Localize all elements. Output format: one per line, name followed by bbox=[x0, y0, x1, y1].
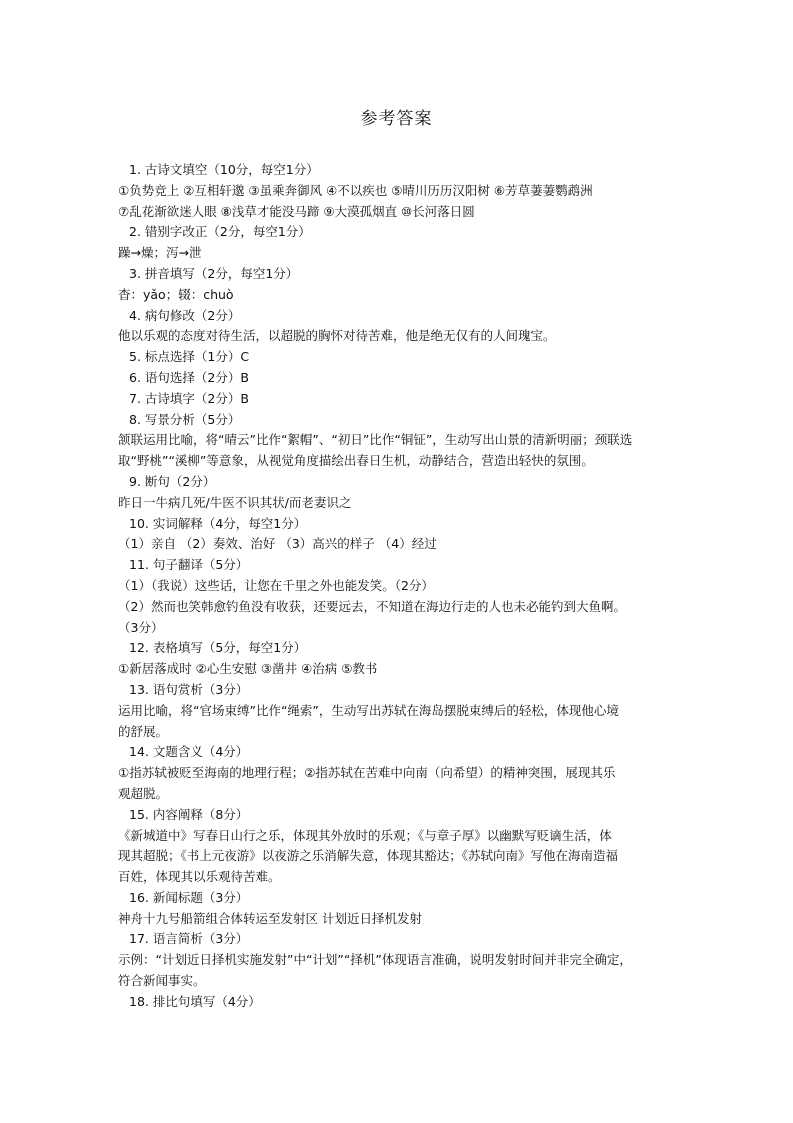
answer-line: ①负势竞上 ②互相轩邈 ③虽乘奔御风 ④不以疾也 ⑤晴川历历汉阳树 ⑥芳草萋萋鹦鹉洲 bbox=[118, 182, 593, 198]
page-title: 参考答案 bbox=[360, 109, 433, 129]
question-heading: 14. 文题含义（4分） bbox=[129, 744, 249, 760]
question-heading: 16. 新闻标题（3分） bbox=[129, 889, 249, 905]
answer-line: 现其超脱；《书上元夜游》以夜游之乐消解失意，体现其豁达；《苏轼向南》写他在海南造福 bbox=[118, 848, 619, 864]
answer-line: ①新居落成时 ②心生安慰 ③凿井 ④治病 ⑤教书 bbox=[118, 661, 378, 677]
question-heading: 8. 写景分析（5分） bbox=[129, 411, 241, 427]
answer-line: （2）然而也笑韩愈钓鱼没有收获，还要远去，不知道在海边行走的人也未必能钓到大鱼啊。 bbox=[118, 598, 626, 614]
question-heading: 11. 句子翻译（5分） bbox=[129, 557, 249, 573]
answer-line: 颔联运用比喻，将“晴云”比作“絮帽”、“初日”比作“铜钲”，生动写出山景的清新明丽；颈联选 bbox=[118, 432, 633, 448]
answer-line: （1）亲自 （2）奏效、治好 （3）高兴的样子 （4）经过 bbox=[118, 536, 437, 552]
question-heading: 12. 表格填写（5分，每空1分） bbox=[129, 640, 307, 656]
answer-line: ①指苏轼被贬至海南的地理行程；②指苏轼在苦难中向南（向希望）的精神突围，展现其乐 bbox=[118, 765, 616, 781]
answer-line: 的舒展。 bbox=[118, 723, 169, 739]
answer-line: （3分） bbox=[118, 619, 164, 635]
answer-line: 他以乐观的态度对待生活，以超脱的胸怀对待苦难，他是绝无仅有的人间瑰宝。 bbox=[118, 328, 556, 344]
answer-line: 观超脱。 bbox=[118, 785, 169, 801]
answer-line: 神舟十九号船箭组合体转运至发射区 计划近日择机发射 bbox=[118, 910, 422, 926]
question-heading: 17. 语言简析（3分） bbox=[129, 931, 249, 947]
answer-line: 躁→燥；泻→泄 bbox=[118, 245, 202, 261]
answer-line: ⑦乱花渐欲迷人眼 ⑧浅草才能没马蹄 ⑨大漠孤烟直 ⑩长河落日圆 bbox=[118, 203, 475, 219]
answer-line: 昨日一牛病几死/牛医不识其状/而老妻识之 bbox=[118, 494, 352, 510]
answer-line: 取“野桃”“溪柳”等意象，从视觉角度描绘出春日生机，动静结合，营造出轻快的氛围。 bbox=[118, 453, 594, 469]
question-heading: 4. 病句修改（2分） bbox=[129, 307, 241, 323]
answer-line: （1）（我说）这些话，让您在千里之外也能发笑。（2分） bbox=[118, 577, 434, 593]
question-heading: 13. 语句赏析（3分） bbox=[129, 681, 249, 697]
question-heading: 9. 断句（2分） bbox=[129, 473, 216, 489]
question-heading: 2. 错别字改正（2分，每空1分） bbox=[129, 224, 311, 240]
answer-line: 百姓，体现其以乐观待苦难。 bbox=[118, 869, 281, 885]
answer-content bbox=[118, 160, 698, 1013]
answer-line: 示例：“计划近日择机实施发射”中“计划”“择机”体现语言准确，说明发射时间并非完全确定， bbox=[118, 952, 632, 968]
answer-line: 运用比喻，将“官场束缚”比作“绳索”，生动写出苏轼在海岛摆脱束缚后的轻松，体现他心境 bbox=[118, 702, 619, 718]
answer-line: 《新城道中》写春日山行之乐，体现其外放时的乐观；《与章子厚》以幽默写贬谪生活，体 bbox=[118, 827, 612, 843]
answer-line: 杳：yǎo；辍：chuò bbox=[118, 286, 234, 302]
question-heading: 1. 古诗文填空（10分，每空1分） bbox=[129, 162, 319, 177]
question-heading: 7. 古诗填字（2分）B bbox=[129, 390, 249, 406]
question-heading: 3. 拼音填写（2分，每空1分） bbox=[129, 265, 299, 281]
answer-line: 符合新闻事实。 bbox=[118, 973, 206, 989]
question-heading: 15. 内容阐释（8分） bbox=[129, 806, 249, 822]
question-heading: 18. 排比句填写（4分） bbox=[129, 993, 261, 1009]
question-heading: 10. 实词解释（4分，每空1分） bbox=[129, 515, 307, 531]
question-heading: 5. 标点选择（1分）C bbox=[129, 349, 250, 365]
question-heading: 6. 语句选择（2分）B bbox=[129, 369, 249, 385]
